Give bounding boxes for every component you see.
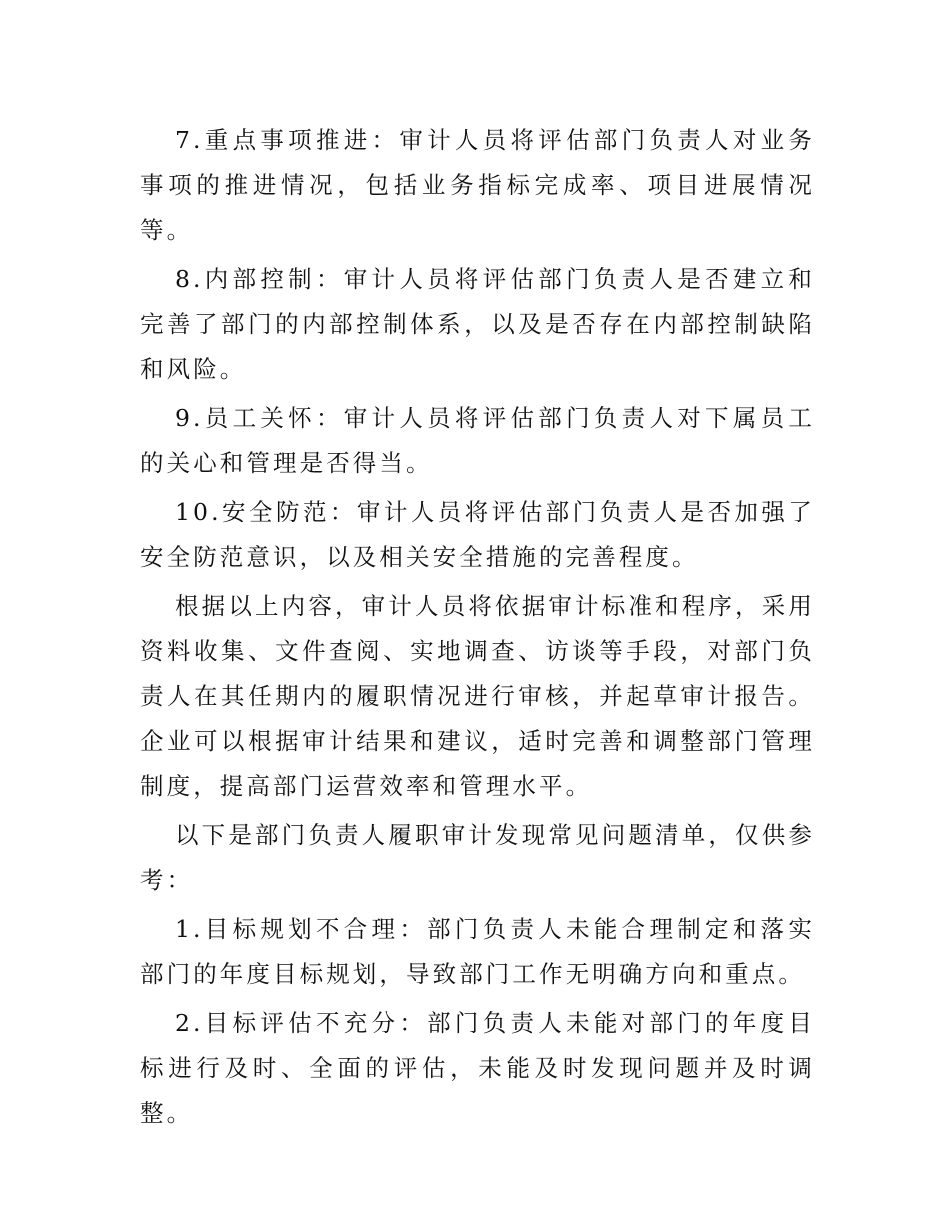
paragraph-item-7-priority-promotion: 7.重点事项推进：审计人员将评估部门负责人对业务事项的推进情况，包括业务指标完成率、项目进展情况等。 bbox=[140, 126, 815, 244]
paragraph-issue-list-intro: 以下是部门负责人履职审计发现常见问题清单，仅供参考： bbox=[140, 821, 815, 894]
paragraph-item-8-internal-control: 8.内部控制：审计人员将评估部门负责人是否建立和完善了部门的内部控制体系，以及是否存在内部控制缺陷和风险。 bbox=[140, 265, 815, 383]
paragraph-item-9-employee-care: 9.员工关怀：审计人员将评估部门负责人对下属员工的关心和管理是否得当。 bbox=[140, 404, 815, 477]
paragraph-issue-2-goal-evaluation: 2.目标评估不充分：部门负责人未能对部门的年度目标进行及时、全面的评估，未能及时发现问题并及时调整。 bbox=[140, 1009, 815, 1127]
document-body bbox=[140, 118, 815, 1140]
paragraph-item-10-safety-prevention: 10.安全防范：审计人员将评估部门负责人是否加强了安全防范意识，以及相关安全措施的完善程度。 bbox=[140, 498, 815, 571]
paragraph-audit-summary: 根据以上内容，审计人员将依据审计标准和程序，采用资料收集、文件查阅、实地调查、访谈等手段，对部门负责人在其任期内的履职情况进行审核，并起草审计报告。企业可以根据审计结果和建议，适时完善和调整部门管理制度，提高部门运营效率和管理水平。 bbox=[140, 592, 815, 800]
paragraph-issue-1-goal-planning: 1.目标规划不合理：部门负责人未能合理制定和落实部门的年度目标规划，导致部门工作无明确方向和重点。 bbox=[140, 915, 815, 988]
